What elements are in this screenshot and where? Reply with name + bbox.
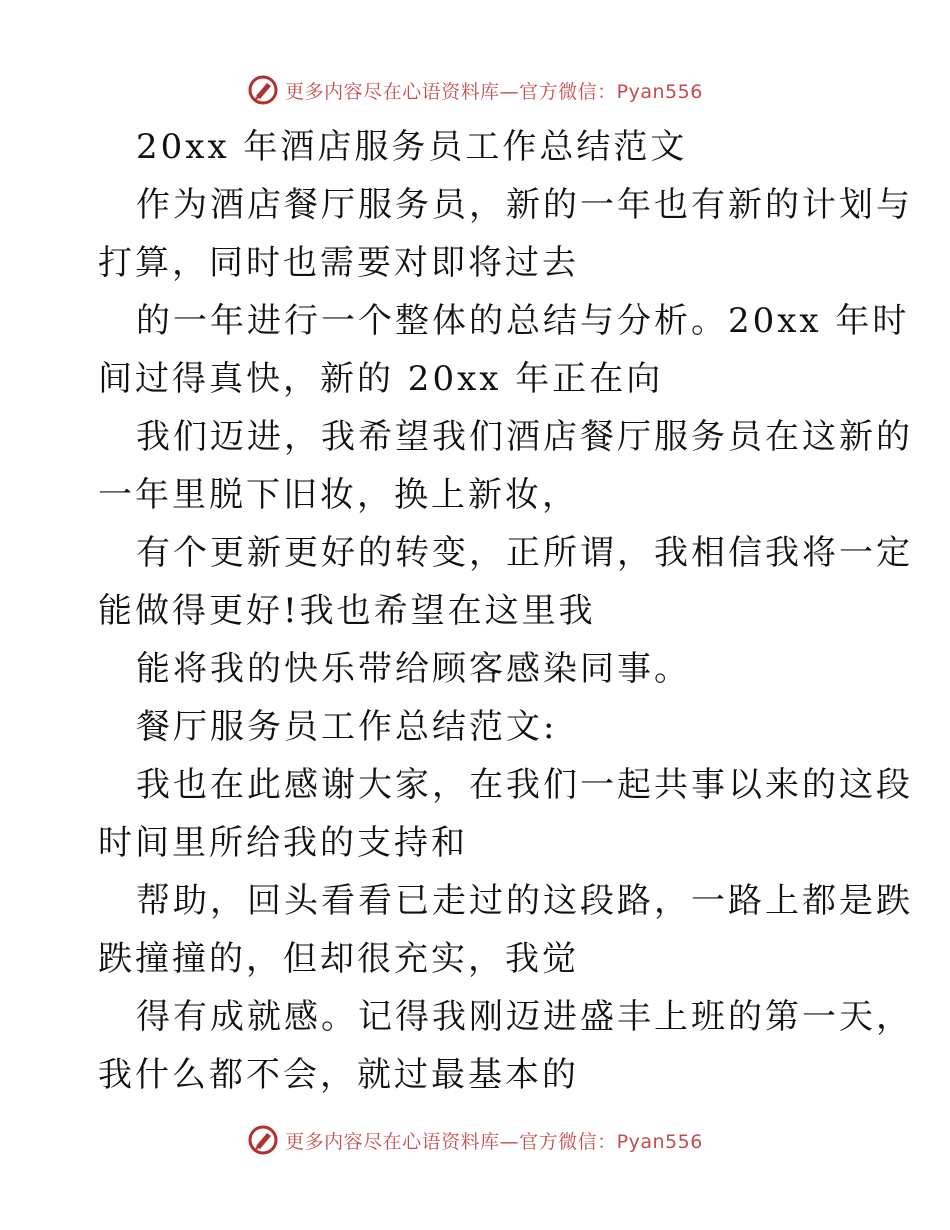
pen-logo-icon: [247, 74, 279, 106]
text-line: 时间里所给我的支持和: [98, 823, 468, 863]
text-line: 我也在此感谢大家，在我们一起共事以来的这段: [136, 765, 913, 805]
text-line: 的一年进行一个整体的总结与分析。20xx 年时: [136, 301, 910, 341]
text-line: 能将我的快乐带给顾客感染同事。: [136, 649, 691, 689]
document-body: [98, 118, 913, 1104]
text-line: 一年里脱下旧妆，换上新妆，: [98, 475, 579, 515]
text-line: 作为酒店餐厅服务员，新的一年也有新的计划与: [136, 185, 913, 225]
text-line: 帮助，回头看看已走过的这段路，一路上都是跌: [136, 881, 913, 921]
pen-logo-icon: [247, 1124, 279, 1156]
text-line: 间过得真快，新的 20xx 年正在向: [98, 359, 664, 399]
watermark-text: 更多内容尽在心语资料库—官方微信：Pyan556: [285, 1130, 703, 1153]
text-line: 得有成就感。记得我刚迈进盛丰上班的第一天，: [136, 997, 913, 1037]
document-title: 20xx 年酒店服务员工作总结范文: [136, 127, 688, 167]
text-line: 有个更新更好的转变，正所谓，我相信我将一定: [136, 533, 913, 573]
text-line: 能做得更好!我也希望在这里我: [98, 591, 596, 631]
text-line: 我们迈进，我希望我们酒店餐厅服务员在这新的: [136, 417, 913, 457]
header-watermark: [0, 70, 950, 110]
footer-watermark: [0, 1120, 950, 1160]
text-line: 我什么都不会，就过最基本的: [98, 1055, 579, 1095]
section-heading: 餐厅服务员工作总结范文:: [136, 707, 558, 747]
watermark-text: 更多内容尽在心语资料库—官方微信：Pyan556: [285, 80, 703, 103]
text-line: 打算，同时也需要对即将过去: [98, 243, 579, 283]
text-line: 跌撞撞的，但却很充实，我觉: [98, 939, 579, 979]
